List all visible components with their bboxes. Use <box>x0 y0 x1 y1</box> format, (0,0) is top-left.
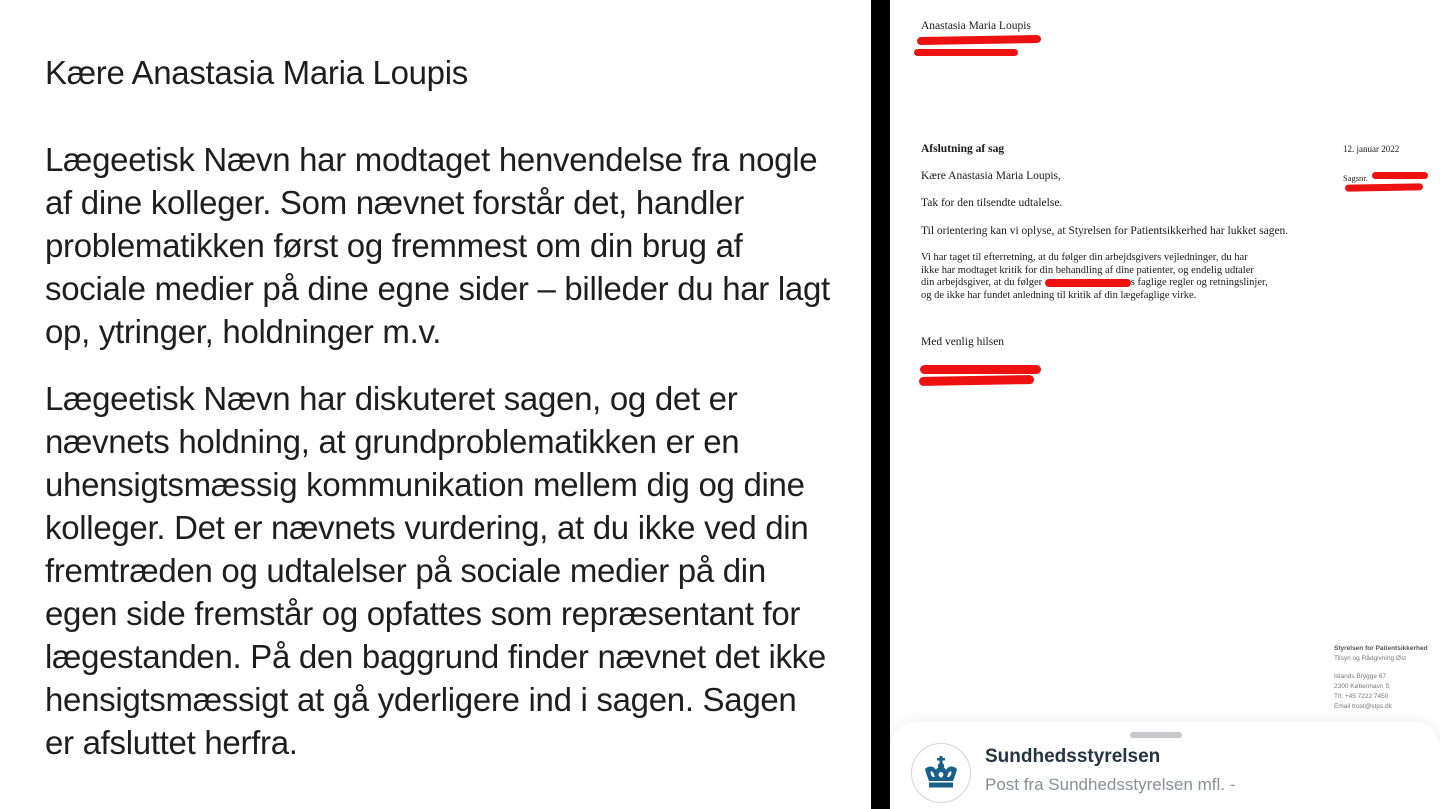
sender-name[interactable]: Sundhedsstyrelsen <box>985 746 1161 767</box>
letter-date: 12. januar 2022 <box>1343 144 1400 154</box>
excerpt-line: uhensigtsmæssig kommunikation mellem dig og dine <box>45 466 805 503</box>
sender-address-block <box>1334 644 1428 712</box>
excerpt-line: kolleger. Det er nævnets vurdering, at du ikke ved din <box>45 509 809 546</box>
case-number-label: Sagsnr. <box>1343 173 1368 183</box>
royal-crown-icon <box>922 755 960 791</box>
excerpt-line: Lægeetisk Nævn har modtaget henvendelse fra nogle <box>45 141 818 178</box>
mail-app-letter-view <box>890 0 1440 809</box>
redaction-mark <box>1372 172 1428 179</box>
excerpt-line: lægestanden. På den baggrund finder nævnet det ikke <box>45 638 826 675</box>
sheet-drag-handle[interactable] <box>1130 732 1182 738</box>
signature-redaction <box>920 365 1041 374</box>
excerpt-line: af dine kolleger. Som nævnet forstår det, handler <box>45 184 744 221</box>
redaction-mark <box>1045 279 1131 287</box>
excerpt-paragraph-2 <box>45 377 871 764</box>
body-line: Vi har taget til efterretning, at du følger din arbejdsgivers vejledninger, du har <box>921 252 1248 263</box>
excerpt-line: fremtræden og udtalelser på sociale medier på din <box>45 552 766 589</box>
sender-org: Styrelsen for Patientsikkerhed <box>1334 645 1428 652</box>
body-line <box>921 277 1301 290</box>
sender-avatar[interactable] <box>911 743 971 803</box>
sender-unit: Tilsyn og Rådgivning Øst <box>1334 655 1407 662</box>
letter-salutation: Kære Anastasia Maria Loupis, <box>921 170 1061 182</box>
excerpt-line: op, ytringer, holdninger m.v. <box>45 313 442 350</box>
body-line-part: din arbejdsgiver, at du følger <box>921 277 1043 288</box>
letter-closing: Med venlig hilsen <box>921 336 1005 348</box>
excerpt-line: problematikken først og fremmest om din brug af <box>45 227 743 264</box>
excerpt-greeting: Kære Anastasia Maria Loupis <box>45 54 468 91</box>
letter-document[interactable] <box>890 0 1440 730</box>
sender-phone: Tlf. +45 7222 7450 <box>1334 693 1389 700</box>
body-line: ikke har modtaget kritik for din behandling af dine patienter, og endelig udtaler <box>921 264 1254 276</box>
excerpt-line: hensigtsmæssigt at gå yderligere ind i sagen. Sagen <box>45 681 797 718</box>
sender-address-line: Islands Brygge 67 <box>1334 673 1387 680</box>
excerpt-line: sociale medier på dine egne sider – billeder du har lagt <box>45 270 830 307</box>
redaction-mark <box>917 35 1041 45</box>
letter-orientation: Til orientering kan vi oplyse, at Styrelsen for Patientsikkerhed har lukket sagen. <box>921 225 1289 237</box>
recipient-name: Anastasia Maria Loupis <box>921 20 1031 32</box>
body-line: og de ikke har fundet anledning til kritik af din lægefaglige virke. <box>921 289 1197 301</box>
letter-thanks: Tak for den tilsendte udtalelse. <box>921 197 1063 209</box>
redaction-mark <box>914 49 1018 56</box>
sender-subtitle: Post fra Sundhedsstyrelsen mfl. - <box>985 775 1236 794</box>
panel-divider <box>871 0 890 809</box>
mail-bottom-sheet[interactable] <box>890 722 1440 809</box>
body-line-part: s faglige regler og retningslinjer, <box>1130 277 1268 288</box>
sender-address-line: 2300 København S <box>1334 683 1390 690</box>
sender-email[interactable]: Email trost@stps.dk <box>1334 703 1392 710</box>
signature-redaction <box>919 375 1034 386</box>
excerpt-line: nævnets holdning, at grundproblematikken er en <box>45 423 740 460</box>
letter-body <box>921 252 1301 302</box>
excerpt-line: egen side fremstår og opfattes som repræsentant for <box>45 595 801 632</box>
excerpt-line: Lægeetisk Nævn har diskuteret sagen, og det er <box>45 380 738 417</box>
letter-subject: Afslutning af sag <box>921 143 1005 155</box>
redaction-mark <box>1345 183 1423 191</box>
excerpt-paragraph-1 <box>45 138 871 353</box>
excerpt-line: er afsluttet herfra. <box>45 724 298 761</box>
